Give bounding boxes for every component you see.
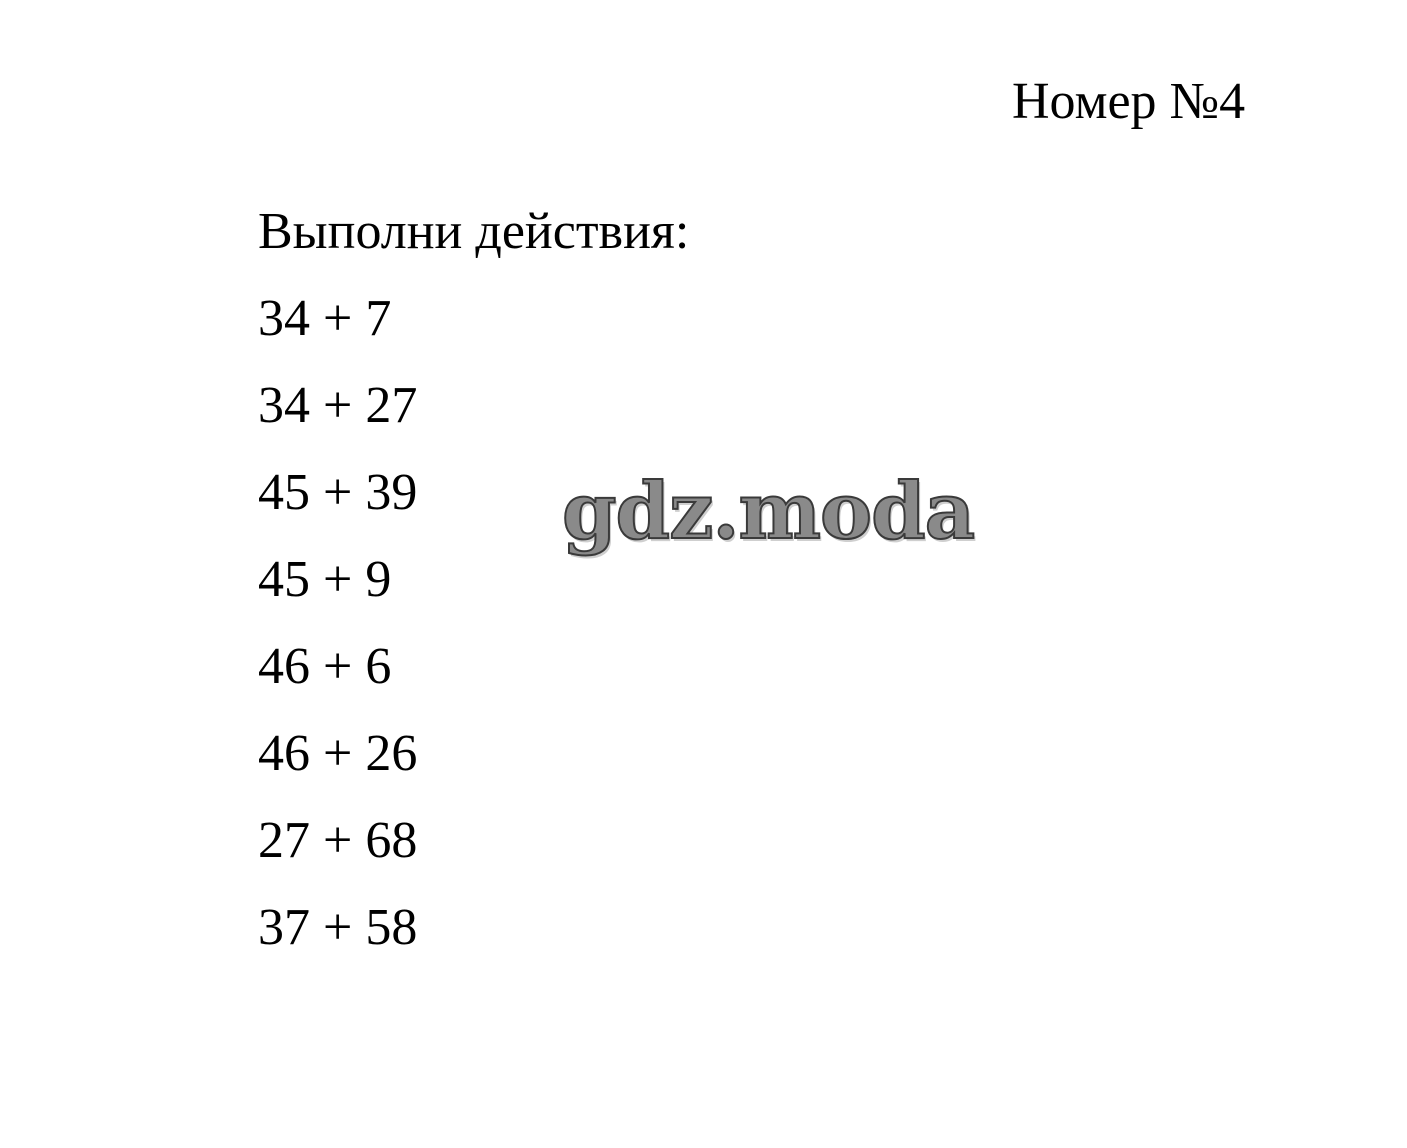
- expression-item: 46 + 6: [258, 638, 392, 695]
- expression-list: [258, 287, 689, 960]
- task-block: [258, 200, 689, 983]
- expression-item: 37 + 58: [258, 899, 418, 956]
- page-number: Номер №4: [1012, 73, 1246, 130]
- expression-item: 45 + 9: [258, 551, 392, 608]
- task-title: Выполни действия:: [258, 203, 690, 260]
- expression-item: 27 + 68: [258, 812, 418, 869]
- expression-item: 45 + 39: [258, 464, 418, 521]
- expression-item: 34 + 7: [258, 290, 392, 347]
- watermark-logo: gdz.moda: [562, 466, 975, 557]
- expression-item: 46 + 26: [258, 725, 418, 782]
- expression-item: 34 + 27: [258, 377, 418, 434]
